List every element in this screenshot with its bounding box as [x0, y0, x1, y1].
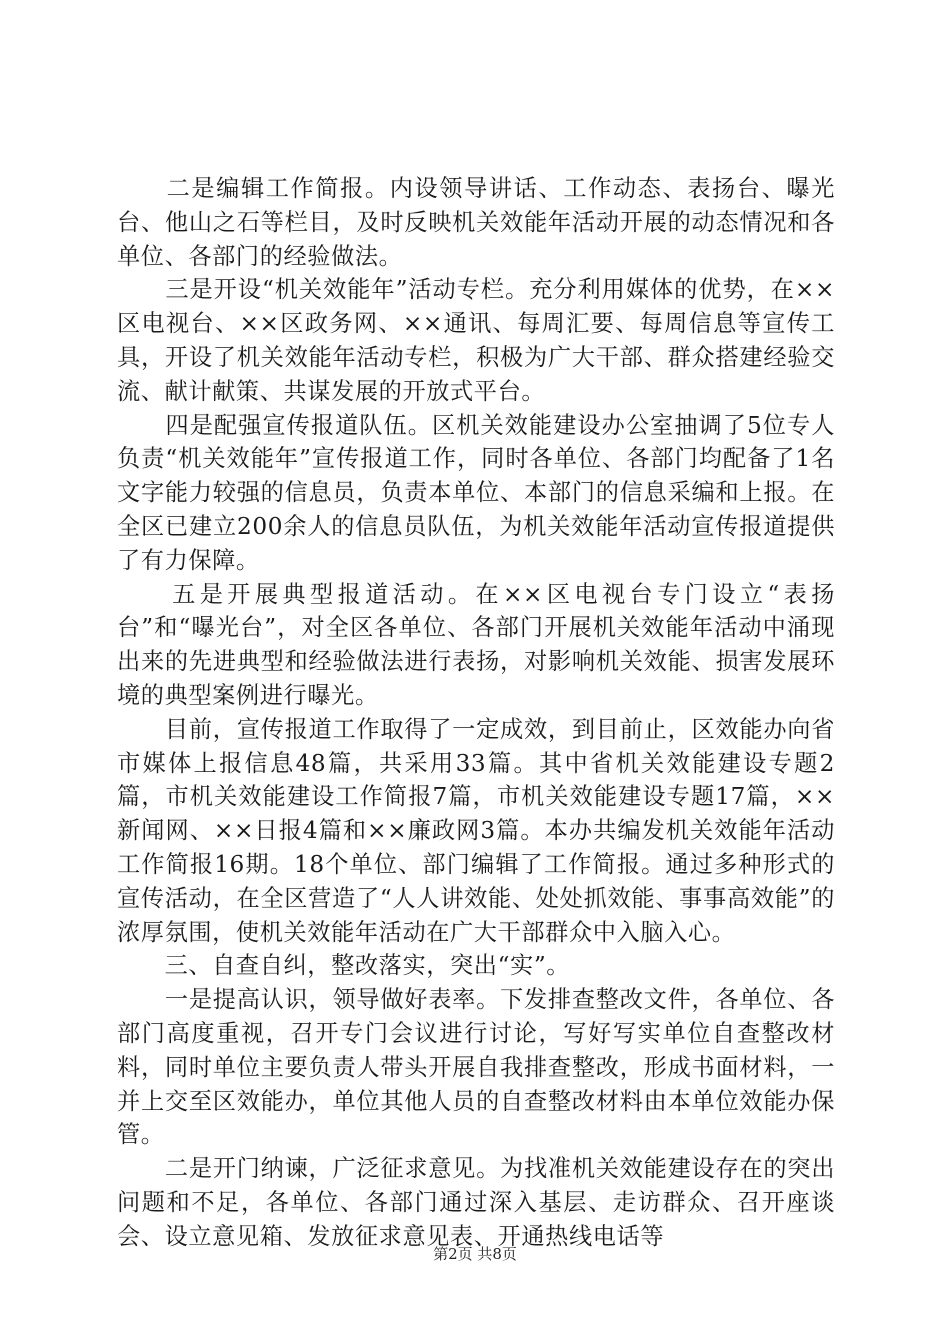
paragraph-3: 四是配强宣传报道队伍。区机关效能建设办公室抽调了5位专人负责“机关效能年”宣传报道工作，同时各单位、各部门均配备了1名文字能力较强的信息员，负责本单位、本部门的信息采编和上报。在全区已建立200余人的信息员队伍，为机关效能年活动宣传报道提供了有力保障。	[117, 411, 835, 574]
paragraph-2: 三是开设“机关效能年”活动专栏。充分利用媒体的优势，在××区电视台、××区政务网、××通讯、每周汇要、每周信息等宣传工具，开设了机关效能年活动专栏，积极为广大干部、群众搭建经验交流、献计献策、共谋发展的开放式平台。	[117, 276, 835, 405]
paragraph-5: 目前，宣传报道工作取得了一定成效，到目前止，区效能办向省市媒体上报信息48篇，共采用33篇。其中省机关效能建设专题2篇，市机关效能建设工作简报7篇，市机关效能建设专题17篇，××新闻网、××日报4篇和××廉政网3篇。本办共编发机关效能年活动工作简报16期。18个单位、部门编辑了工作简报。通过多种形式的宣传活动，在全区营造了“人人讲效能、处处抓效能、事事高效能”的浓厚氛围，使机关效能年活动在广大干部群众中入脑入心。	[117, 715, 835, 946]
section-heading: 三、自查自纠，整改落实，突出“实”。	[117, 952, 571, 980]
paragraph-8: 二是开门纳谏，广泛征求意见。为找准机关效能建设存在的突出问题和不足，各单位、各部门通过深入基层、走访群众、召开座谈会、设立意见箱、发放征求意见表、开通热线电话等	[117, 1155, 835, 1250]
paragraph-7: 一是提高认识，领导做好表率。下发排查整改文件，各单位、各部门高度重视，召开专门会议进行讨论，写好写实单位自查整改材料，同时单位主要负责人带头开展自我排查整改，形成书面材料，一并上交至区效能办，单位其他人员的自查整改材料由本单位效能办保管。	[117, 986, 835, 1149]
paragraph-4: 五是开展典型报道活动。在××区电视台专门设立“表扬台”和“曝光台”，对全区各单位、各部门开展机关效能年活动中涌现出来的先进典型和经验做法进行表扬，对影响机关效能、损害发展环境的典型案例进行曝光。	[117, 580, 835, 709]
page-footer: 第2页 共8页	[433, 1245, 517, 1263]
paragraph-1: 二是编辑工作简报。内设领导讲话、工作动态、表扬台、曝光台、他山之石等栏目，及时反映机关效能年活动开展的动态情况和各单位、各部门的经验做法。	[117, 175, 835, 270]
document-body	[117, 172, 835, 1254]
